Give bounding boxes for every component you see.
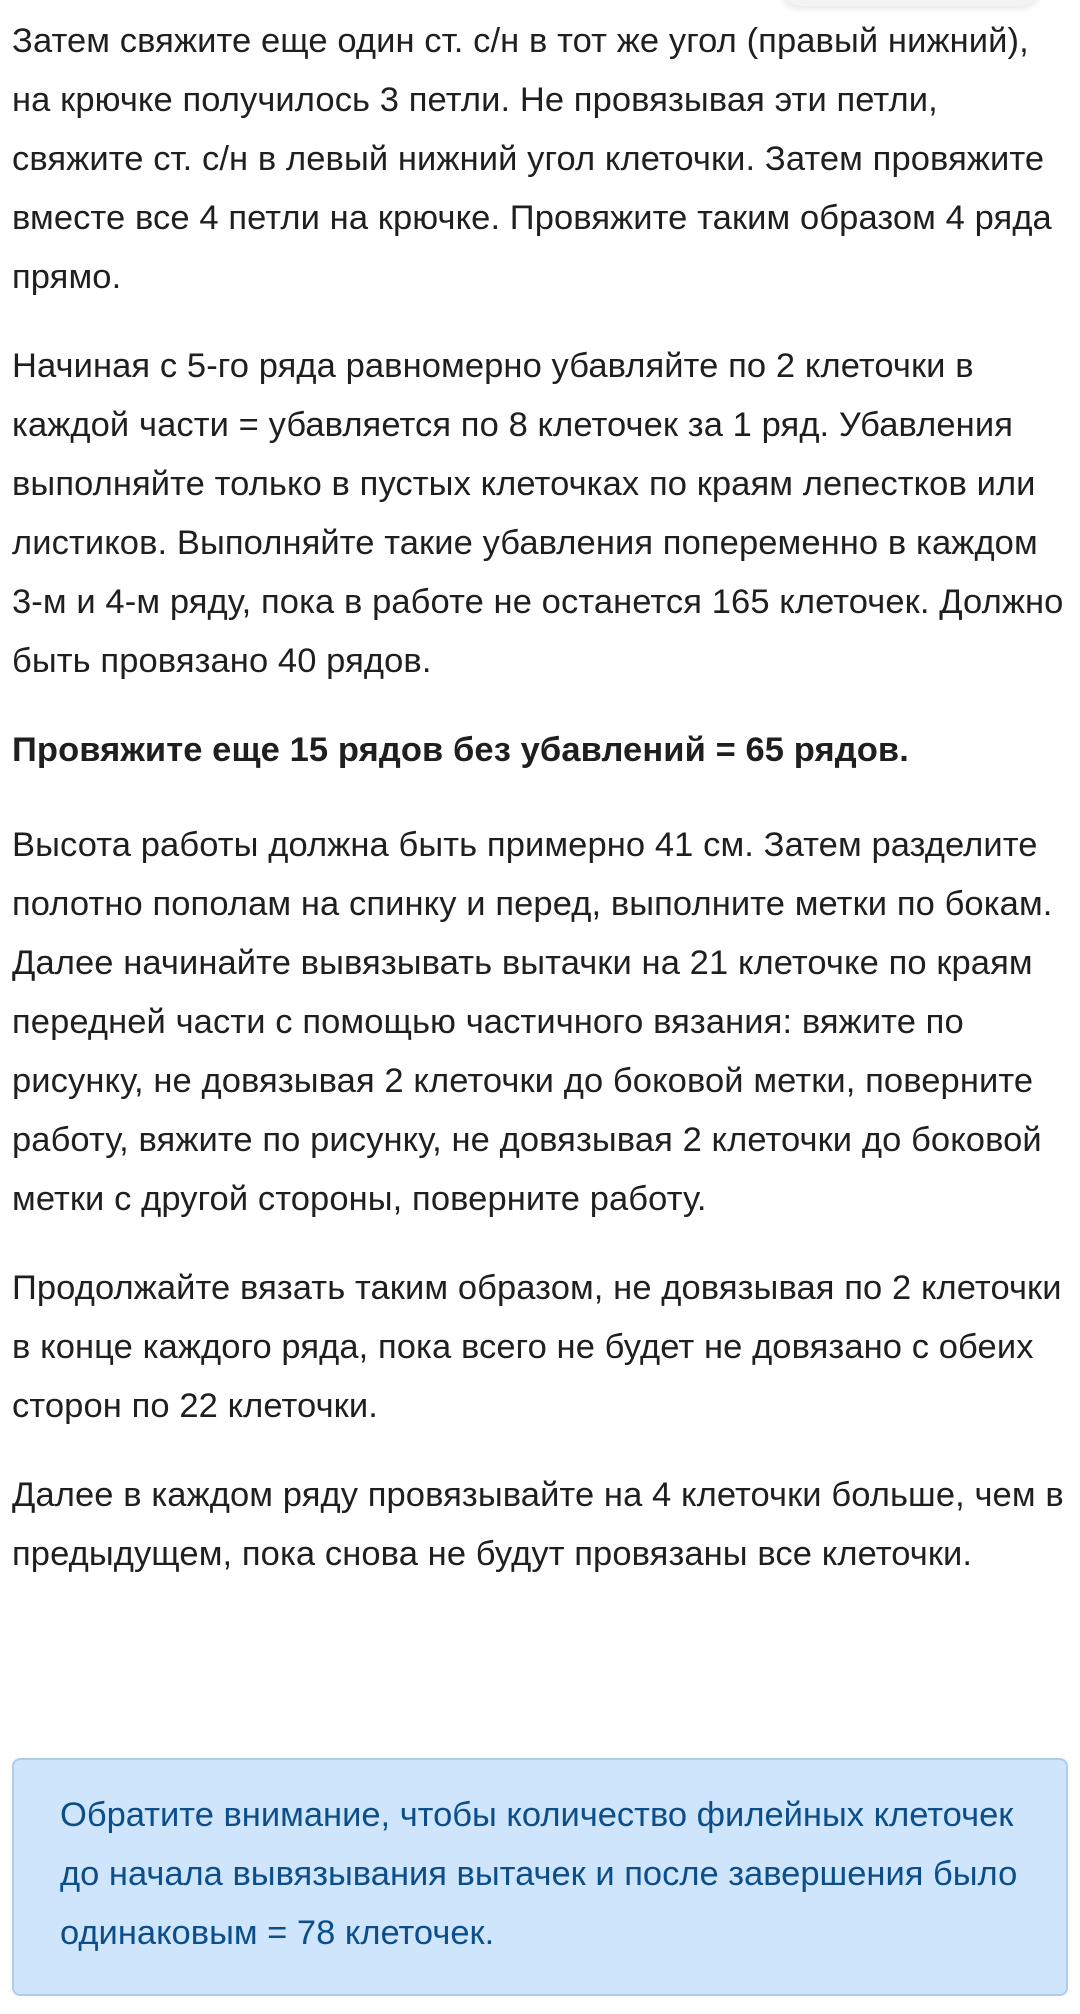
note-callout [12,1758,1068,1996]
instruction-paragraph-2: Начиная с 5-го ряда равномерно убавляйте по 2 клеточки в каждой части = убавляется по 8 клеточек за 1 ряд. Убавления выполняйте только в пустых клеточках по краям лепестков или листиков. Выполняйте такие убавления попеременно в каждом 3-м и 4-м ряду, пока в работе не останется 165 клеточек. Должно быть провязано 40 рядов. [12,347,1064,680]
instruction-paragraph-4: Высота работы должна быть примерно 41 см. Затем разделите полотно пополам на спинку и перед, выполните метки по бокам. Далее начинайте вывязывать вытачки на 21 клеточке по краям передней части с помощью частичного вязания: вяжите по рисунку, не довязывая 2 клеточки до боковой метки, поверните работу, вяжите по рисунку, не довязывая 2 клеточки до боковой метки с другой стороны, поверните работу. [12,826,1053,1218]
instruction-paragraph-6: Далее в каждом ряду провязывайте на 4 клеточки больше, чем в предыдущем, пока снова не будут провязаны все клеточки. [12,1476,1064,1573]
instruction-paragraph-3-bold: Провяжите еще 15 рядов без убавлений = 65 рядов. [12,731,909,769]
instruction-paragraph-1: Затем свяжите еще один ст. с/н в тот же угол (правый нижний), на крючке получилось 3 петли. Не провязывая эти петли, свяжите ст. с/н в левый нижний угол клеточки. Затем провяжите вместе все 4 петли на крючке. Провяжите таким образом 4 ряда прямо. [12,22,1052,296]
instruction-paragraph-5: Продолжайте вязать таким образом, не довязывая по 2 клеточки в конце каждого ряда, пока всего не будет не довязано с обеих сторон по 22 клеточки. [12,1269,1062,1425]
note-text: Обратите внимание, чтобы количество филейных клеточек до начала вывязывания вытачек и после завершения было одинаковым = 78 клеточек. [60,1796,1018,1952]
